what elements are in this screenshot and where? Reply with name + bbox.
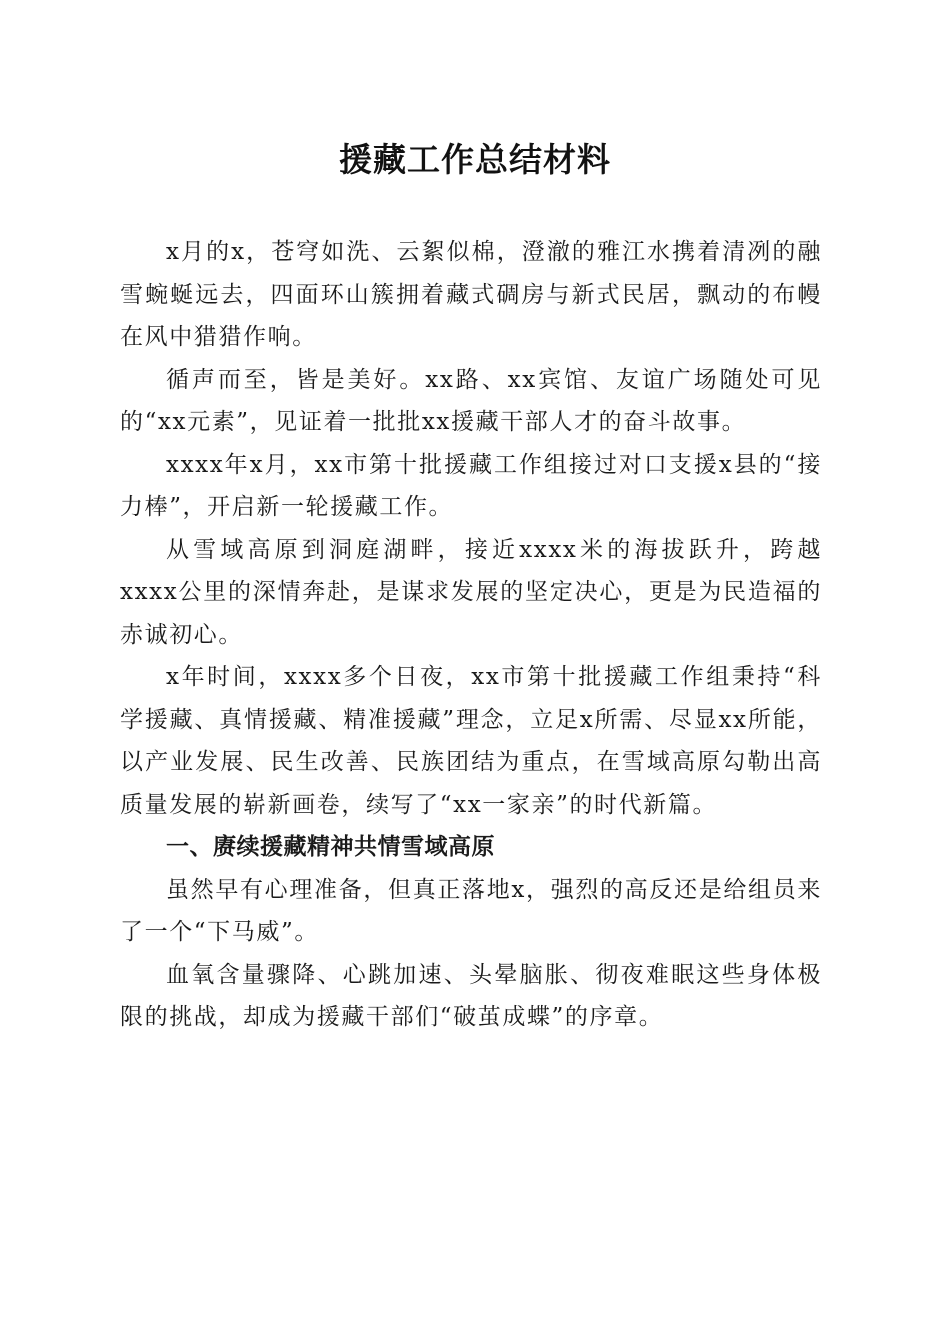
paragraph: 虽然早有心理准备，但真正落地x，强烈的高反还是给组员来了一个“下马威”。 xyxy=(120,876,822,945)
paragraph: x年时间，xxxx多个日夜，xx市第十批援藏工作组秉持“科学援藏、真情援藏、精准援藏”理念，立足x所需、尽显xx所能，以产业发展、民生改善、民族团结为重点，在雪域高原勾勒出高质量发展的崭新画卷，续写了“xx一家亲”的时代新篇。 xyxy=(120,664,822,818)
paragraph: 血氧含量骤降、心跳加速、头晕脑胀、彻夜难眠这些身体极限的挑战，却成为援藏干部们“破茧成蝶”的序章。 xyxy=(120,961,822,1030)
section-heading: 一、赓续援藏精神共情雪域高原 xyxy=(166,834,495,860)
paragraph: 从雪域高原到洞庭湖畔，接近xxxx米的海拔跃升，跨越xxxx公里的深情奔赴，是谋求发展的坚定决心，更是为民造福的赤诚初心。 xyxy=(120,536,822,648)
paragraph: x月的x，苍穹如洗、云絮似棉，澄澈的雅江水携着清冽的融雪蜿蜒远去，四面环山簇拥着藏式碉房与新式民居，飘动的布幔在风中猎猎作响。 xyxy=(120,239,822,350)
paragraph: 循声而至，皆是美好。xx路、xx宾馆、友谊广场随处可见的“xx元素”，见证着一批批xx援藏干部人才的奋斗故事。 xyxy=(120,366,822,435)
document-body xyxy=(120,231,822,1039)
document-title: 援藏工作总结材料 xyxy=(339,140,611,179)
paragraph: xxxx年x月，xx市第十批援藏工作组接过对口支援x县的“接力棒”，开启新一轮援藏工作。 xyxy=(120,451,822,520)
